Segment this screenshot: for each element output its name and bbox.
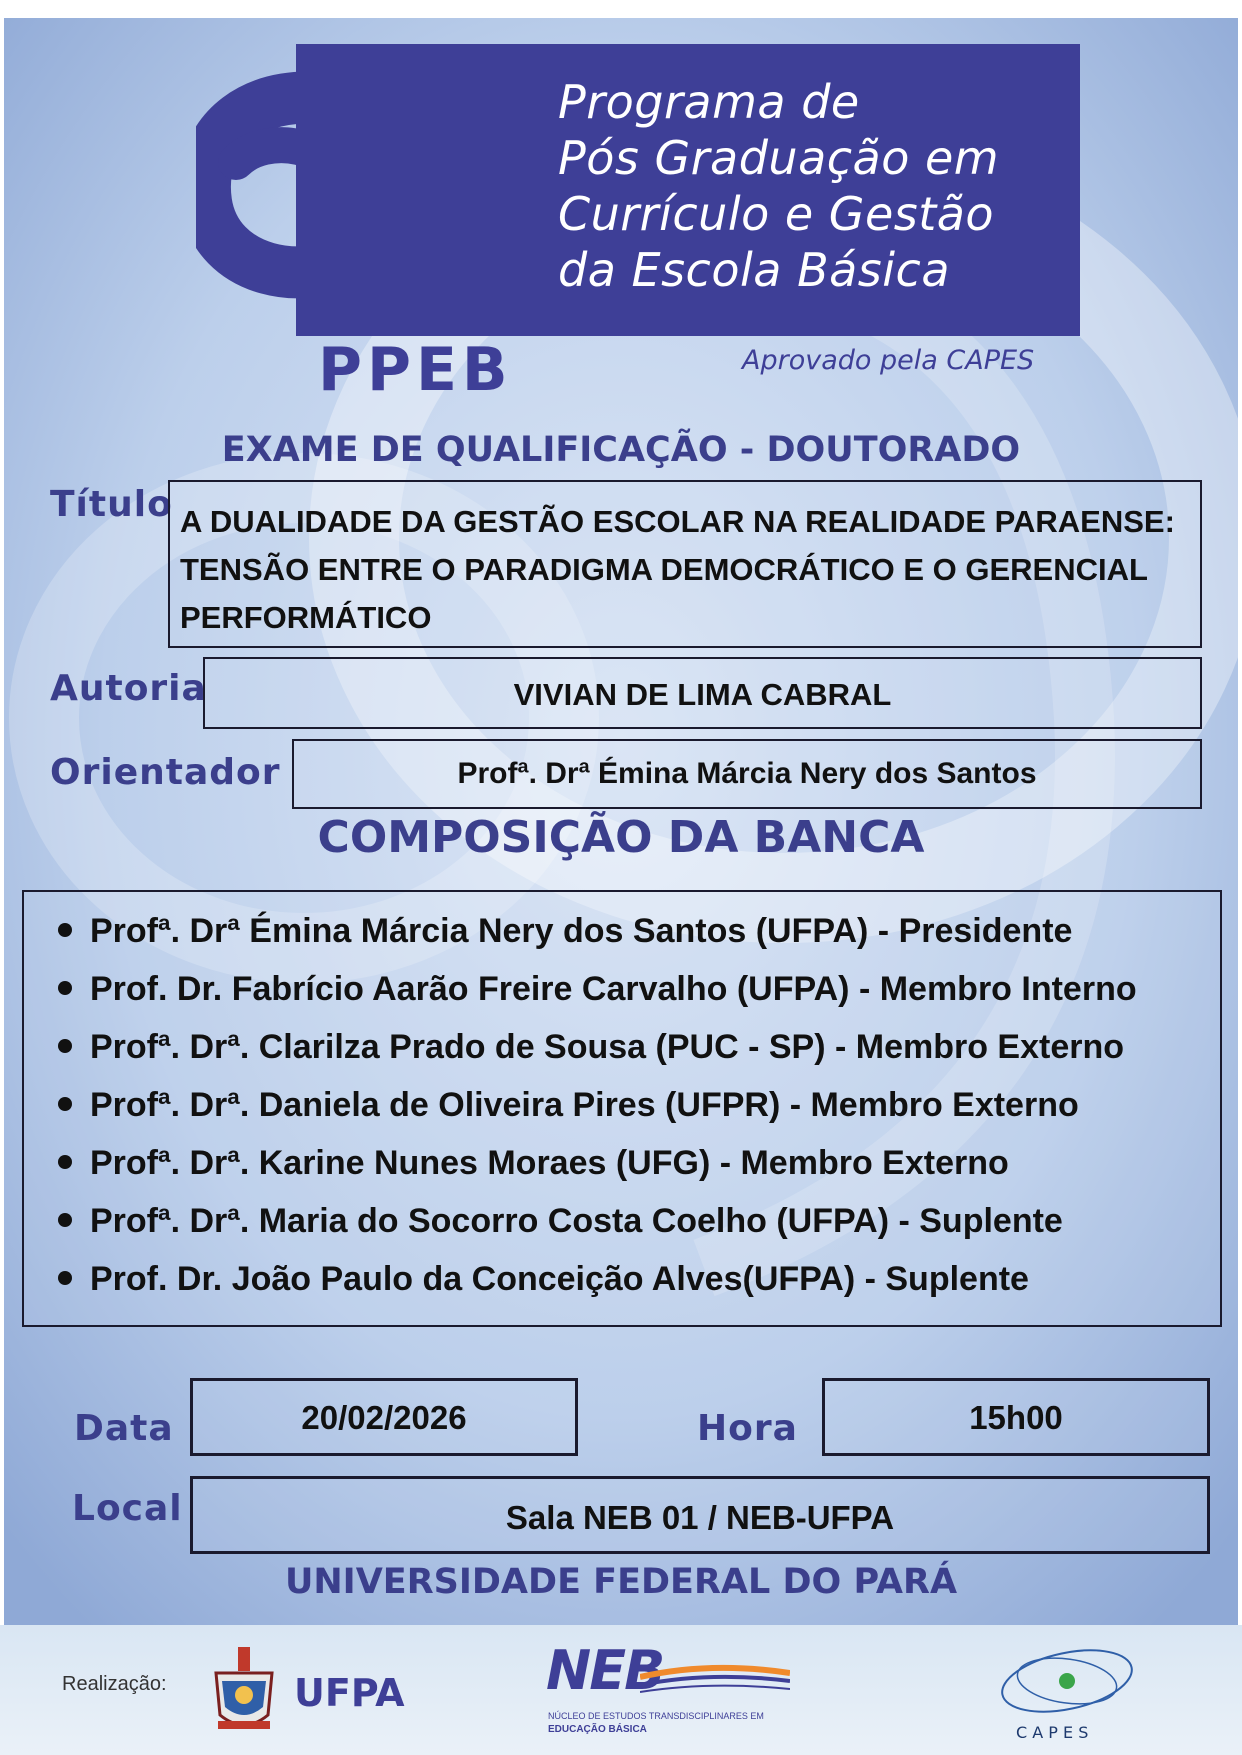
banca-member: Profª. Drª. Maria do Socorro Costa Coelho (UFPA) - Suplente — [90, 1202, 1063, 1240]
data-box — [190, 1378, 578, 1456]
ufpa-logo-text: UFPA — [294, 1671, 405, 1715]
footer — [0, 1625, 1242, 1755]
bullet-icon — [58, 1097, 72, 1111]
titulo-value: A DUALIDADE DA GESTÃO ESCOLAR NA REALIDADE PARAENSE: TENSÃO ENTRE O PARADIGMA DEMOCRÁTICO E O GERENCIAL PERFORMÁTICO — [180, 504, 1175, 635]
data-label: Data — [74, 1408, 174, 1449]
neb-subtitle-1: NÚCLEO DE ESTUDOS TRANSDISCIPLINARES EM — [548, 1711, 764, 1721]
banca-member: Profª. Drª. Clarilza Prado de Sousa (PUC - SP) - Membro Externo — [90, 1028, 1125, 1066]
neb-subtitle-2: EDUCAÇÃO BÁSICA — [548, 1724, 647, 1735]
list-item — [58, 1202, 1063, 1241]
banca-member: Prof. Dr. Fabrício Aarão Freire Carvalho (UFPA) - Membro Interno — [90, 970, 1137, 1008]
autoria-label: Autoria — [50, 668, 207, 709]
neb-logo-text: NEB — [546, 1639, 664, 1702]
banca-member: Prof. Dr. João Paulo da Conceição Alves(UFPA) - Suplente — [90, 1260, 1029, 1298]
program-line-4: da Escola Básica — [558, 243, 951, 297]
orientador-label: Orientador — [50, 752, 281, 793]
list-item — [58, 1086, 1079, 1125]
capes-logo-text: C A P E S — [1016, 1723, 1089, 1742]
bullet-icon — [58, 1213, 72, 1227]
banca-list — [22, 890, 1222, 1327]
bullet-icon — [58, 1155, 72, 1169]
titulo-label: Título — [50, 484, 173, 525]
list-item — [58, 1260, 1029, 1299]
banca-member: Profª. Drª. Karine Nunes Moraes (UFG) - Membro Externo — [90, 1144, 1009, 1182]
list-item — [58, 912, 1072, 951]
autoria-value: VIVIAN DE LIMA CABRAL — [513, 677, 892, 712]
bullet-icon — [58, 981, 72, 995]
banca-member: Profª. Drª Émina Márcia Nery dos Santos (UFPA) - Presidente — [90, 912, 1073, 950]
list-item — [58, 1144, 1009, 1183]
ppeb-acronym: PPEB — [318, 335, 513, 405]
local-box — [190, 1476, 1210, 1554]
hora-value: 15h00 — [969, 1399, 1063, 1436]
local-label: Local — [72, 1488, 183, 1529]
capes-logo-icon — [992, 1639, 1142, 1719]
realizacao-label: Realização: — [62, 1673, 167, 1695]
banca-heading: COMPOSIÇÃO DA BANCA — [317, 812, 925, 863]
list-item — [58, 970, 1137, 1009]
program-line-1: Programa de — [558, 75, 860, 129]
program-line-2: Pós Graduação em — [558, 131, 1000, 185]
titulo-box — [168, 480, 1202, 648]
capes-approved-text: Aprovado pela CAPES — [742, 345, 1035, 376]
local-value: Sala NEB 01 / NEB-UFPA — [505, 1499, 895, 1536]
orientador-value: Profª. Drª Émina Márcia Nery dos Santos — [457, 757, 1037, 790]
list-item — [58, 1028, 1124, 1067]
university-title: UNIVERSIDADE FEDERAL DO PARÁ — [284, 1562, 958, 1602]
hora-box — [822, 1378, 1210, 1456]
exam-title: EXAME DE QUALIFICAÇÃO - DOUTORADO — [221, 430, 1021, 470]
neb-swoosh-icon — [640, 1659, 790, 1699]
orientador-box — [292, 739, 1202, 809]
autoria-box — [203, 657, 1202, 729]
ufpa-crest-icon — [208, 1645, 280, 1737]
data-value: 20/02/2026 — [301, 1399, 467, 1436]
bullet-icon — [58, 1039, 72, 1053]
program-banner — [296, 44, 1080, 336]
banca-member: Profª. Drª. Daniela de Oliveira Pires (UFPR) - Membro Externo — [90, 1086, 1079, 1124]
bullet-icon — [58, 923, 72, 937]
hora-label: Hora — [697, 1408, 798, 1449]
bullet-icon — [58, 1271, 72, 1285]
program-line-3: Currículo e Gestão — [558, 187, 995, 241]
